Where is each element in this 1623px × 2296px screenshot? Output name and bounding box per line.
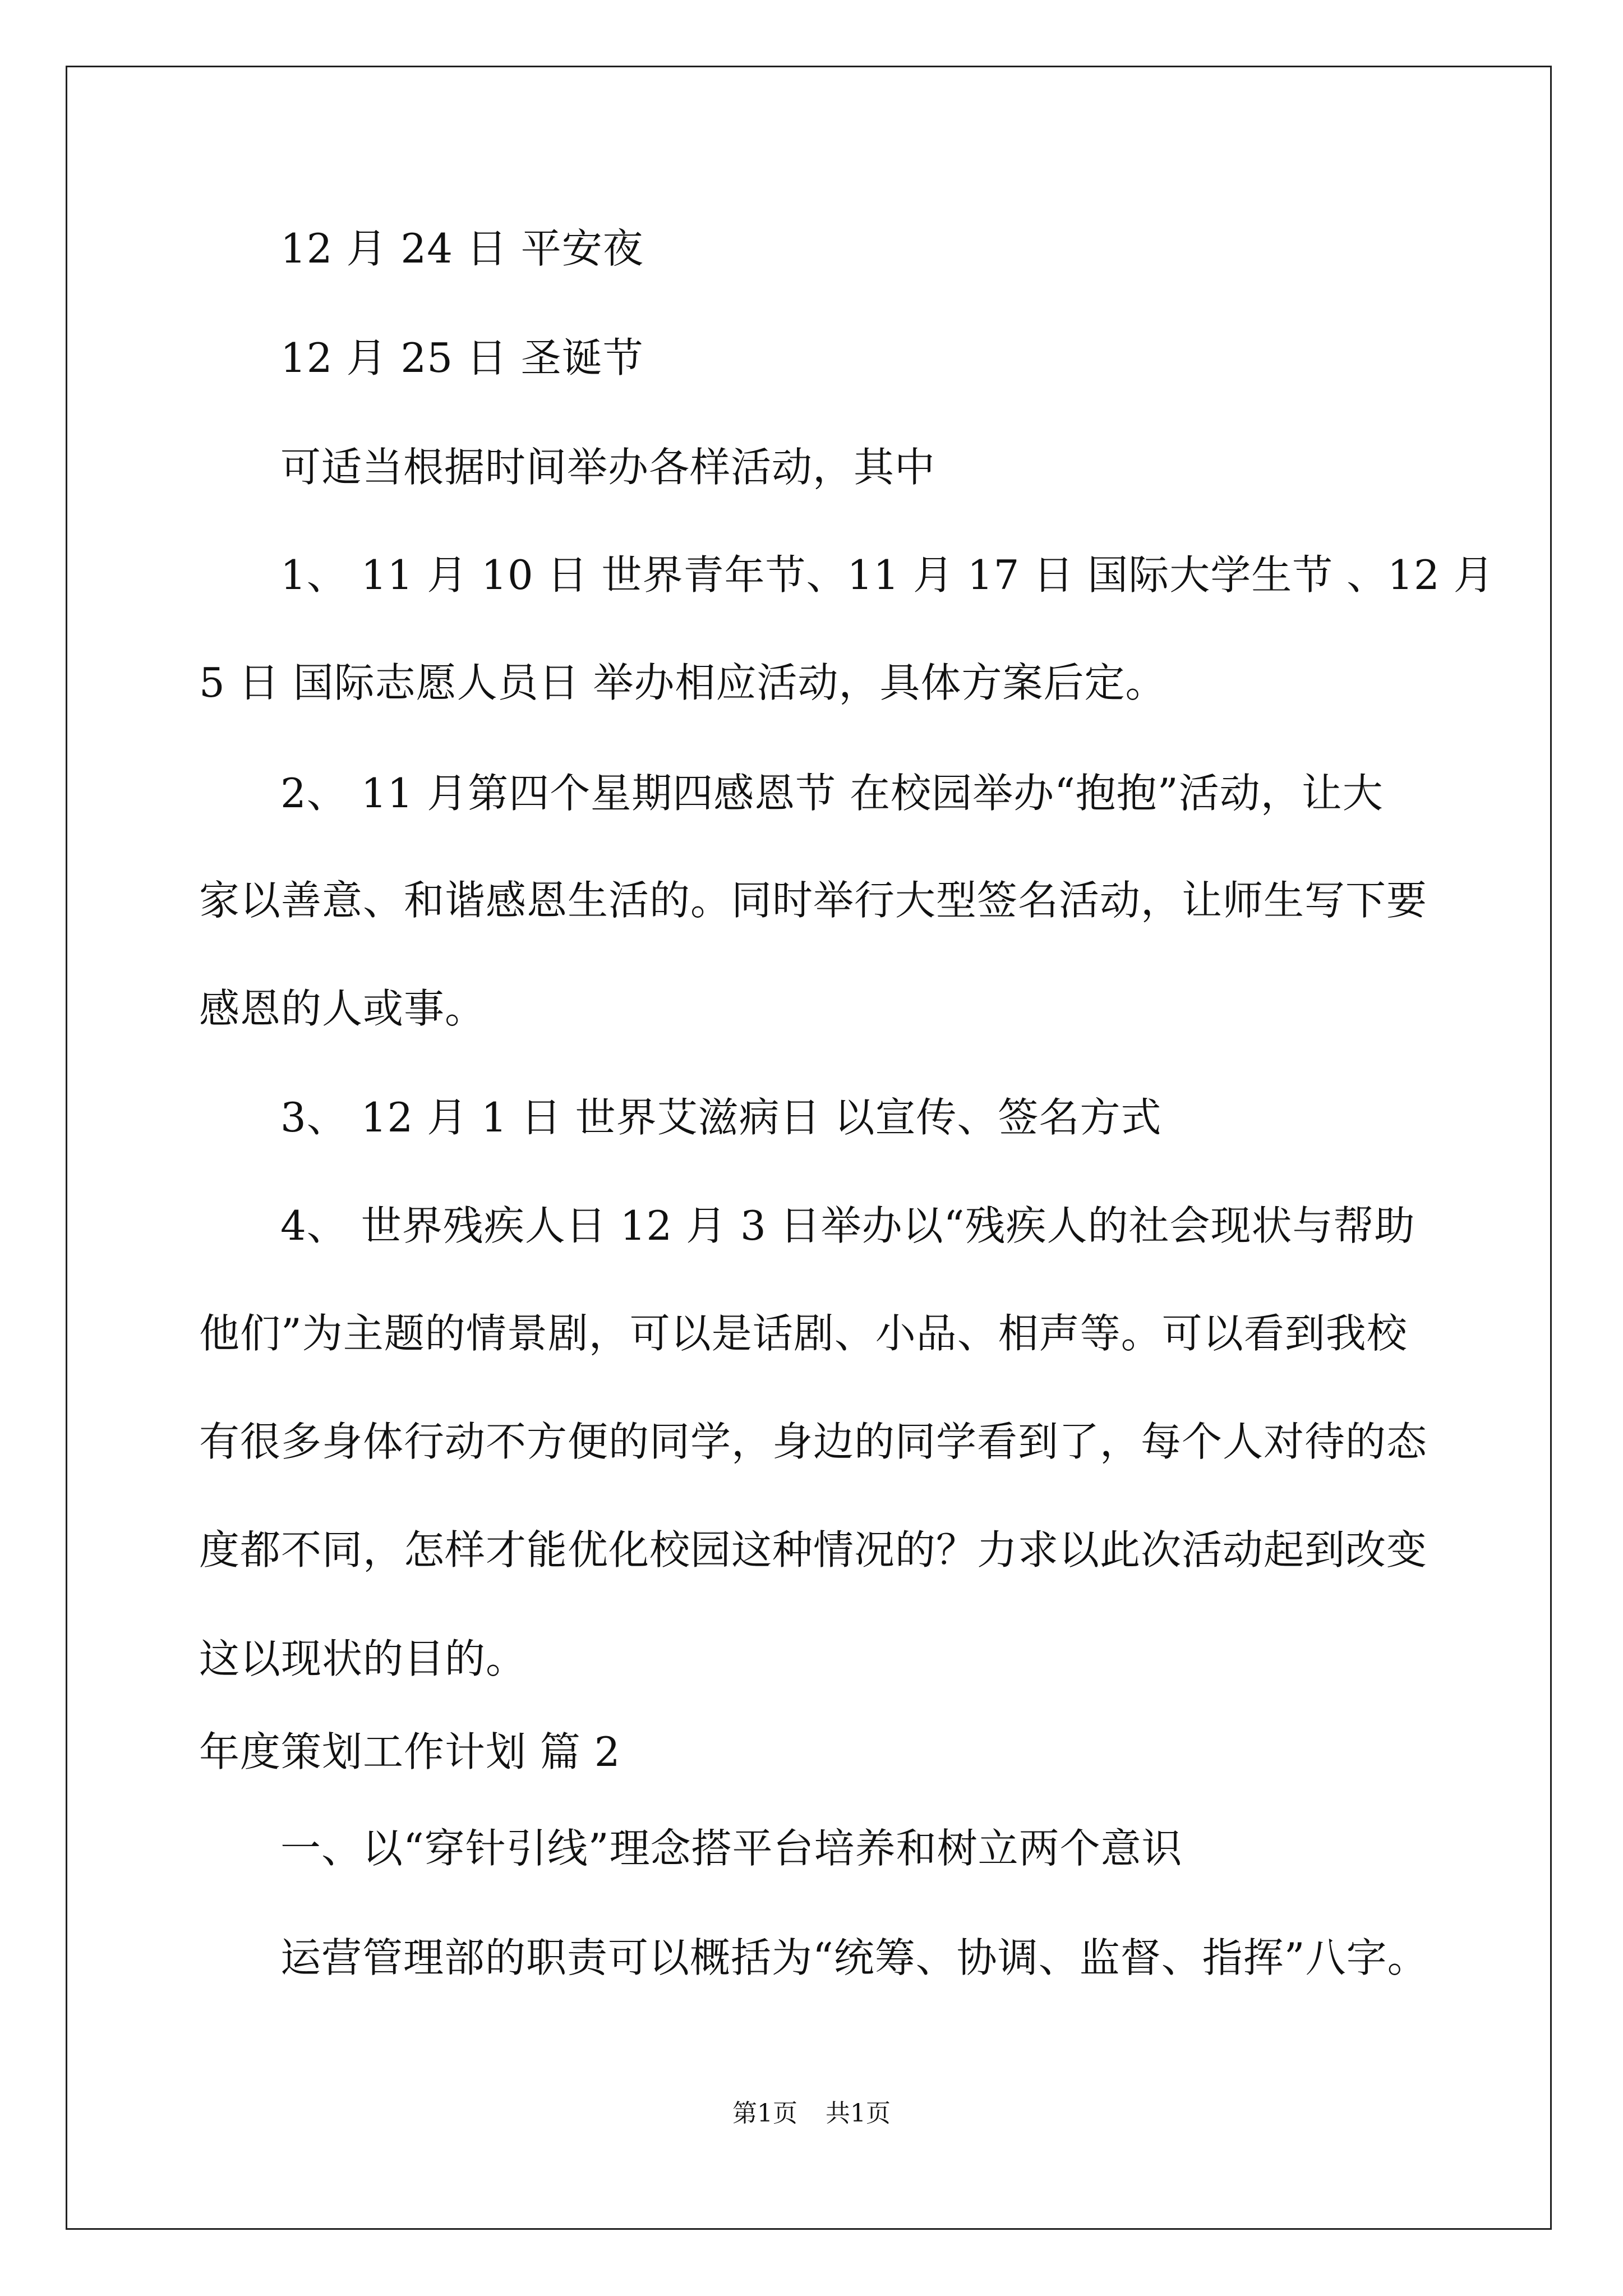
text-line-item4-line2: 他们”为主题的情景剧，可以是话剧、小品、相声等。可以看到我校 — [199, 1310, 1408, 1357]
text-line-activities-intro: 可适当根据时间举办各样活动，其中 — [280, 444, 936, 491]
page-border — [66, 66, 1552, 2230]
section-heading: 年度策划工作计划 篇 2 — [199, 1728, 621, 1775]
text-line-christmas: 12 月 25 日 圣诞节 — [280, 334, 644, 381]
text-line-department-duty: 运营管理部的职责可以概括为“统筹、协调、监督、指挥”八字。 — [280, 1934, 1428, 1981]
text-line-item4-end: 这以现状的目的。 — [199, 1635, 527, 1682]
text-line-christmas-eve: 12 月 24 日 平安夜 — [280, 225, 644, 272]
text-line-item2-middle: 家以善意、和谐感恩生活的。同时举行大型签名活动，让师生写下要 — [199, 877, 1428, 924]
text-line-item1-end: 5 日 国际志愿人员日 举办相应活动，具体方案后定。 — [199, 659, 1166, 706]
text-line-section-point1: 一、以“穿针引线”理念搭平台培养和树立两个意识 — [280, 1825, 1183, 1872]
text-line-item2-start: 2、 11 月第四个星期四感恩节 在校园举办“抱抱”活动，让大 — [280, 770, 1384, 817]
text-line-item4-start: 4、 世界残疾人日 12 月 3 日举办以“残疾人的社会现状与帮助 — [280, 1202, 1415, 1249]
text-line-item2-end: 感恩的人或事。 — [199, 985, 486, 1032]
text-line-item4-line3: 有很多身体行动不方便的同学，身边的同学看到了，每个人对待的态 — [199, 1418, 1428, 1465]
page-footer — [0, 2097, 1623, 2131]
page-number: 第1页 — [732, 2099, 797, 2128]
text-line-item3: 3、 12 月 1 日 世界艾滋病日 以宣传、签名方式 — [280, 1094, 1162, 1141]
text-line-item4-line4: 度都不同，怎样才能优化校园这种情况的？力求以此次活动起到改变 — [199, 1526, 1428, 1573]
text-line-item1-start: 1、 11 月 10 日 世界青年节、11 月 17 日 国际大学生节 、12 月 — [280, 551, 1495, 599]
page-total: 共1页 — [826, 2099, 891, 2128]
